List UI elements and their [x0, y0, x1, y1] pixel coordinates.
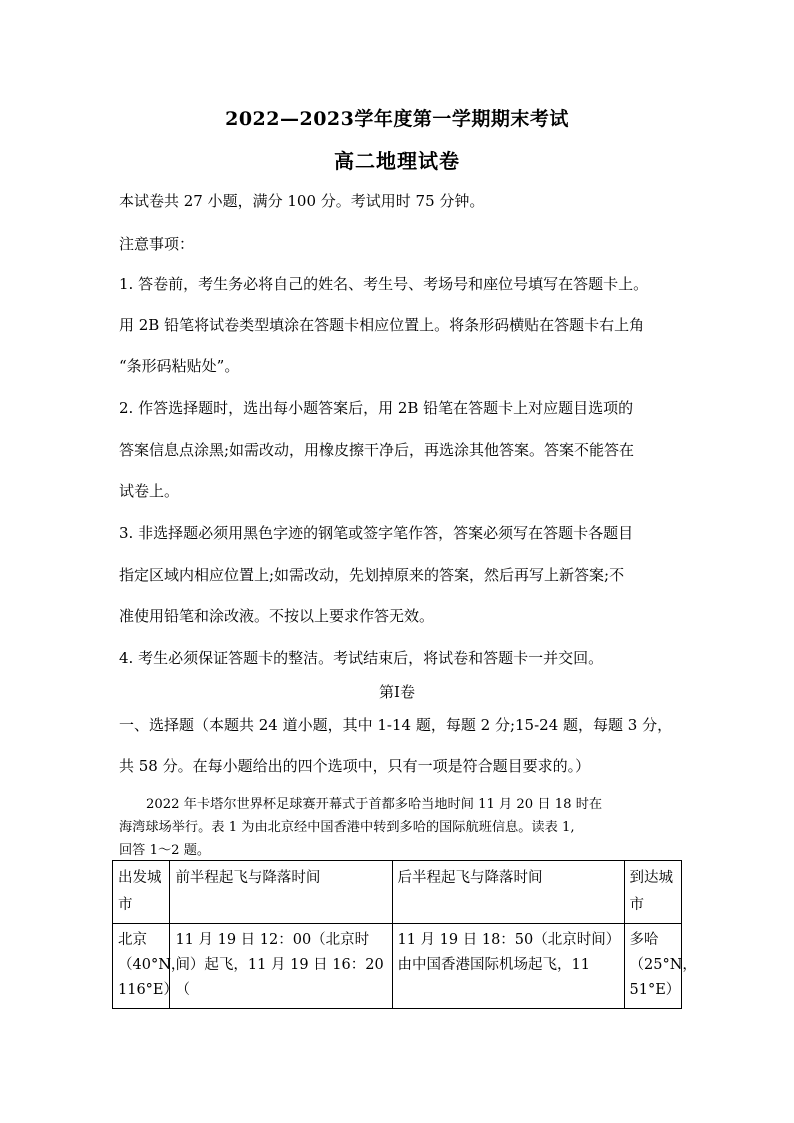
- part1-instructions: 一、选择题（本题共 24 道小题，其中 1-14 题，每题 2 分;15-24 题，每题 3 分，: [119, 716, 673, 734]
- header-cell: 前半程起飞与降落时间: [170, 861, 392, 924]
- table-header-row: [113, 861, 682, 924]
- exam-title: 2022—2023学年度第一学期期末考试: [225, 108, 569, 130]
- note-line: 2. 作答选择题时，选出每小题答案后，用 2B 铅笔在答题卡上对应题目选项的: [119, 399, 634, 417]
- section-title: 第Ⅰ卷: [379, 683, 415, 701]
- note-line: 答案信息点涂黑;如需改动，用橡皮擦干净后，再选涂其他答案。答案不能答在: [119, 441, 635, 459]
- table-row: [113, 924, 682, 1009]
- passage-line: 回答 1～2 题。: [119, 843, 211, 858]
- arrival-city-cell: 多哈（25°N，51°E）: [624, 924, 681, 1009]
- intro-text: 本试卷共 27 小题，满分 100 分。考试用时 75 分钟。: [119, 192, 485, 210]
- note-line: 用 2B 铅笔将试卷类型填涂在答题卡相应位置上。将条形码横贴在答题卡右上角: [119, 316, 645, 334]
- passage-line: 海湾球场举行。表 1 为由北京经中国香港中转到多哈的国际航班信息。读表 1,: [119, 820, 575, 835]
- note-line: 指定区域内相应位置上;如需改动，先划掉原来的答案，然后再写上新答案;不: [119, 566, 625, 584]
- note-line: 试卷上。: [119, 482, 180, 500]
- note-line: “条形码粘贴处”。: [119, 357, 240, 375]
- first-leg-cell: 11 月 19 日 12：00（北京时间）起飞，11 月 19 日 16：20（: [170, 924, 392, 1009]
- header-cell: 后半程起飞与降落时间: [392, 861, 624, 924]
- header-cell: 出发城市: [113, 861, 170, 924]
- note-line: 3. 非选择题必须用黑色字迹的钢笔或签字笔作答，答案必须写在答题卡各题目: [119, 524, 634, 542]
- second-leg-cell: 11 月 19 日 18：50（北京时间）由中国香港国际机场起飞，11: [392, 924, 624, 1009]
- exam-subtitle: 高二地理试卷: [334, 149, 460, 173]
- note-line: 4. 考生必须保证答题卡的整洁。考试结束后，将试卷和答题卡一并交回。: [119, 649, 604, 667]
- passage-line: 2022 年卡塔尔世界杯足球赛开幕式于首都多哈当地时间 11 月 20 日 18 时在: [146, 797, 603, 812]
- part1-instructions: 共 58 分。在每小题给出的四个选项中，只有一项是符合题目要求的。）: [119, 757, 591, 775]
- flight-info-table: [112, 860, 697, 1009]
- header-cell: 到达城市: [624, 861, 681, 924]
- note-line: 1. 答卷前，考生务必将自己的姓名、考生号、考场号和座位号填写在答题卡上。: [119, 275, 649, 293]
- departure-city-cell: 北京（40°N，116°E）: [113, 924, 170, 1009]
- notes-heading: 注意事项：: [119, 235, 195, 253]
- note-line: 准使用铅笔和涂改液。不按以上要求作答无效。: [119, 607, 435, 625]
